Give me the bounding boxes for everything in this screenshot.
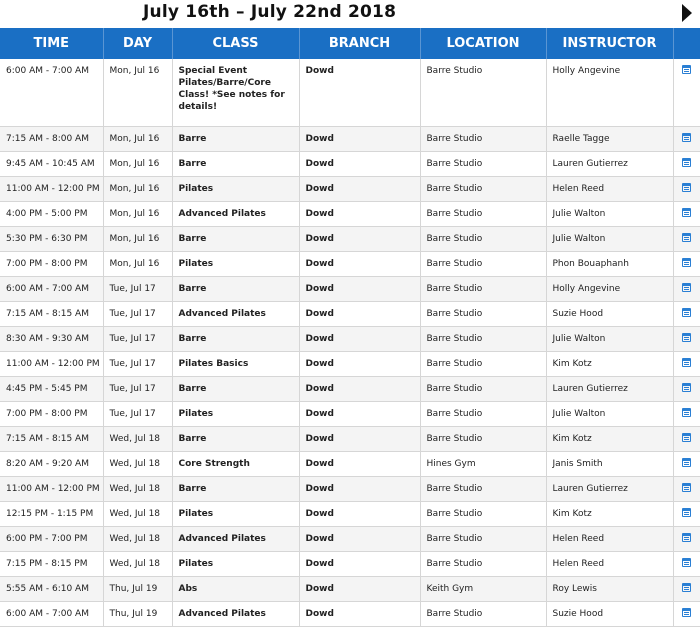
instructor-cell: Julie Walton [546,227,673,252]
calendar-add-icon[interactable] [682,533,691,542]
location-cell: Barre Studio [420,127,546,152]
table-row [0,502,700,527]
day-cell: Mon, Jul 16 [103,177,172,202]
location-cell: Hines Gym [420,452,546,477]
time-cell: 7:15 AM - 8:15 AM [0,427,103,452]
column-header-instructor: INSTRUCTOR [546,28,673,59]
class-name-cell: Core Strength [172,452,299,477]
class-name-cell: Pilates [172,502,299,527]
location-cell: Barre Studio [420,377,546,402]
time-cell: 7:15 AM - 8:15 AM [0,302,103,327]
column-header-location: LOCATION [420,28,546,59]
table-row [0,352,700,377]
location-cell: Barre Studio [420,602,546,627]
day-cell: Thu, Jul 19 [103,602,172,627]
table-row [0,527,700,552]
instructor-cell: Julie Walton [546,327,673,352]
branch-cell: Dowd [299,127,420,152]
time-cell: 11:00 AM - 12:00 PM [0,177,103,202]
class-name-cell: Barre [172,127,299,152]
branch-cell: Dowd [299,602,420,627]
location-cell: Barre Studio [420,202,546,227]
class-name-cell: Advanced Pilates [172,602,299,627]
instructor-cell: Helen Reed [546,552,673,577]
instructor-cell: Suzie Hood [546,602,673,627]
day-cell: Tue, Jul 17 [103,327,172,352]
branch-cell: Dowd [299,327,420,352]
day-cell: Mon, Jul 16 [103,252,172,277]
calendar-cell [673,477,700,502]
day-cell: Wed, Jul 18 [103,502,172,527]
branch-cell: Dowd [299,227,420,252]
calendar-cell [673,302,700,327]
calendar-cell [673,527,700,552]
class-name-cell: Barre [172,152,299,177]
calendar-add-icon[interactable] [682,583,691,592]
chevron-right-icon[interactable] [682,4,692,22]
branch-cell: Dowd [299,252,420,277]
class-name-cell: Pilates [172,402,299,427]
table-row [0,177,700,202]
instructor-cell: Holly Angevine [546,277,673,302]
calendar-cell [673,402,700,427]
calendar-cell [673,427,700,452]
location-cell: Barre Studio [420,252,546,277]
time-cell: 4:00 PM - 5:00 PM [0,202,103,227]
calendar-cell [673,152,700,177]
class-name-cell: Abs [172,577,299,602]
calendar-cell [673,127,700,152]
time-cell: 4:45 PM - 5:45 PM [0,377,103,402]
branch-cell: Dowd [299,527,420,552]
calendar-add-icon[interactable] [682,233,691,242]
location-cell: Barre Studio [420,402,546,427]
class-name-cell: Special Event Pilates/Barre/Core Class! *See notes for details! [172,59,299,127]
time-cell: 7:00 PM - 8:00 PM [0,252,103,277]
calendar-add-icon[interactable] [682,358,691,367]
column-header-branch: BRANCH [299,28,420,59]
location-cell: Keith Gym [420,577,546,602]
time-cell: 12:15 PM - 1:15 PM [0,502,103,527]
day-cell: Wed, Jul 18 [103,452,172,477]
calendar-add-icon[interactable] [682,333,691,342]
calendar-add-icon[interactable] [682,458,691,467]
table-row [0,477,700,502]
class-name-cell: Pilates Basics [172,352,299,377]
time-cell: 7:15 PM - 8:15 PM [0,552,103,577]
column-header-day: DAY [103,28,172,59]
location-cell: Barre Studio [420,502,546,527]
location-cell: Barre Studio [420,352,546,377]
calendar-cell [673,202,700,227]
class-name-cell: Pilates [172,177,299,202]
instructor-cell: Lauren Gutierrez [546,477,673,502]
calendar-cell [673,502,700,527]
location-cell: Barre Studio [420,59,546,127]
branch-cell: Dowd [299,59,420,127]
instructor-cell: Suzie Hood [546,302,673,327]
branch-cell: Dowd [299,302,420,327]
time-cell: 8:30 AM - 9:30 AM [0,327,103,352]
calendar-cell [673,377,700,402]
calendar-cell [673,327,700,352]
instructor-cell: Phon Bouaphanh [546,252,673,277]
branch-cell: Dowd [299,452,420,477]
branch-cell: Dowd [299,352,420,377]
class-name-cell: Barre [172,327,299,352]
day-cell: Mon, Jul 16 [103,152,172,177]
day-cell: Wed, Jul 18 [103,427,172,452]
week-header [0,0,700,28]
table-row [0,127,700,152]
calendar-add-icon[interactable] [682,208,691,217]
calendar-cell [673,452,700,477]
table-row [0,252,700,277]
location-cell: Barre Studio [420,427,546,452]
class-name-cell: Advanced Pilates [172,202,299,227]
class-name-cell: Advanced Pilates [172,527,299,552]
day-cell: Tue, Jul 17 [103,302,172,327]
time-cell: 5:30 PM - 6:30 PM [0,227,103,252]
calendar-add-icon[interactable] [682,383,691,392]
calendar-cell [673,277,700,302]
branch-cell: Dowd [299,402,420,427]
time-cell: 5:55 AM - 6:10 AM [0,577,103,602]
table-row [0,427,700,452]
branch-cell: Dowd [299,577,420,602]
time-cell: 6:00 AM - 7:00 AM [0,602,103,627]
day-cell: Wed, Jul 18 [103,477,172,502]
instructor-cell: Julie Walton [546,202,673,227]
calendar-cell [673,252,700,277]
instructor-cell: Kim Kotz [546,352,673,377]
location-cell: Barre Studio [420,327,546,352]
instructor-cell: Julie Walton [546,402,673,427]
location-cell: Barre Studio [420,277,546,302]
branch-cell: Dowd [299,552,420,577]
table-row [0,152,700,177]
calendar-add-icon[interactable] [682,158,691,167]
class-name-cell: Barre [172,277,299,302]
branch-cell: Dowd [299,202,420,227]
time-cell: 7:15 AM - 8:00 AM [0,127,103,152]
day-cell: Tue, Jul 17 [103,277,172,302]
class-name-cell: Advanced Pilates [172,302,299,327]
calendar-add-icon[interactable] [682,508,691,517]
calendar-cell [673,352,700,377]
table-row [0,59,700,127]
class-name-cell: Barre [172,227,299,252]
calendar-add-icon[interactable] [682,408,691,417]
day-cell: Tue, Jul 17 [103,352,172,377]
table-row [0,602,700,627]
schedule-table [0,28,700,627]
table-row [0,327,700,352]
class-name-cell: Barre [172,427,299,452]
location-cell: Barre Studio [420,177,546,202]
week-range-title: July 16th – July 22nd 2018 [143,2,397,22]
branch-cell: Dowd [299,427,420,452]
table-row [0,302,700,327]
calendar-add-icon[interactable] [682,308,691,317]
time-cell: 6:00 AM - 7:00 AM [0,277,103,302]
calendar-add-icon[interactable] [682,483,691,492]
instructor-cell: Holly Angevine [546,59,673,127]
location-cell: Barre Studio [420,552,546,577]
day-cell: Mon, Jul 16 [103,202,172,227]
branch-cell: Dowd [299,152,420,177]
time-cell: 8:20 AM - 9:20 AM [0,452,103,477]
calendar-add-icon[interactable] [682,65,691,74]
day-cell: Tue, Jul 17 [103,402,172,427]
table-row [0,577,700,602]
table-row [0,202,700,227]
instructor-cell: Helen Reed [546,177,673,202]
column-header-class: CLASS [172,28,299,59]
location-cell: Barre Studio [420,152,546,177]
calendar-add-icon[interactable] [682,283,691,292]
class-name-cell: Barre [172,377,299,402]
branch-cell: Dowd [299,277,420,302]
day-cell: Mon, Jul 16 [103,59,172,127]
instructor-cell: Raelle Tagge [546,127,673,152]
day-cell: Mon, Jul 16 [103,127,172,152]
calendar-cell [673,602,700,627]
calendar-add-icon[interactable] [682,558,691,567]
instructor-cell: Janis Smith [546,452,673,477]
table-row [0,227,700,252]
time-cell: 6:00 AM - 7:00 AM [0,59,103,127]
instructor-cell: Helen Reed [546,527,673,552]
table-header-row [0,28,700,59]
calendar-cell [673,577,700,602]
calendar-cell [673,227,700,252]
time-cell: 6:00 PM - 7:00 PM [0,527,103,552]
instructor-cell: Lauren Gutierrez [546,152,673,177]
time-cell: 11:00 AM - 12:00 PM [0,477,103,502]
column-header-time: TIME [0,28,103,59]
instructor-cell: Kim Kotz [546,502,673,527]
location-cell: Barre Studio [420,227,546,252]
calendar-cell [673,177,700,202]
day-cell: Wed, Jul 18 [103,552,172,577]
day-cell: Thu, Jul 19 [103,577,172,602]
calendar-cell [673,552,700,577]
calendar-add-icon[interactable] [682,433,691,442]
table-row [0,552,700,577]
table-row [0,402,700,427]
class-name-cell: Pilates [172,252,299,277]
calendar-add-icon[interactable] [682,183,691,192]
day-cell: Tue, Jul 17 [103,377,172,402]
instructor-cell: Roy Lewis [546,577,673,602]
branch-cell: Dowd [299,477,420,502]
location-cell: Barre Studio [420,527,546,552]
time-cell: 11:00 AM - 12:00 PM [0,352,103,377]
branch-cell: Dowd [299,377,420,402]
day-cell: Wed, Jul 18 [103,527,172,552]
table-row [0,452,700,477]
instructor-cell: Kim Kotz [546,427,673,452]
calendar-add-icon[interactable] [682,258,691,267]
class-name-cell: Pilates [172,552,299,577]
location-cell: Barre Studio [420,477,546,502]
calendar-add-icon[interactable] [682,133,691,142]
instructor-cell: Lauren Gutierrez [546,377,673,402]
branch-cell: Dowd [299,502,420,527]
time-cell: 7:00 PM - 8:00 PM [0,402,103,427]
time-cell: 9:45 AM - 10:45 AM [0,152,103,177]
day-cell: Mon, Jul 16 [103,227,172,252]
calendar-cell [673,59,700,127]
location-cell: Barre Studio [420,302,546,327]
class-name-cell: Barre [172,477,299,502]
table-row [0,377,700,402]
table-row [0,277,700,302]
branch-cell: Dowd [299,177,420,202]
column-header-calendar [673,28,700,59]
